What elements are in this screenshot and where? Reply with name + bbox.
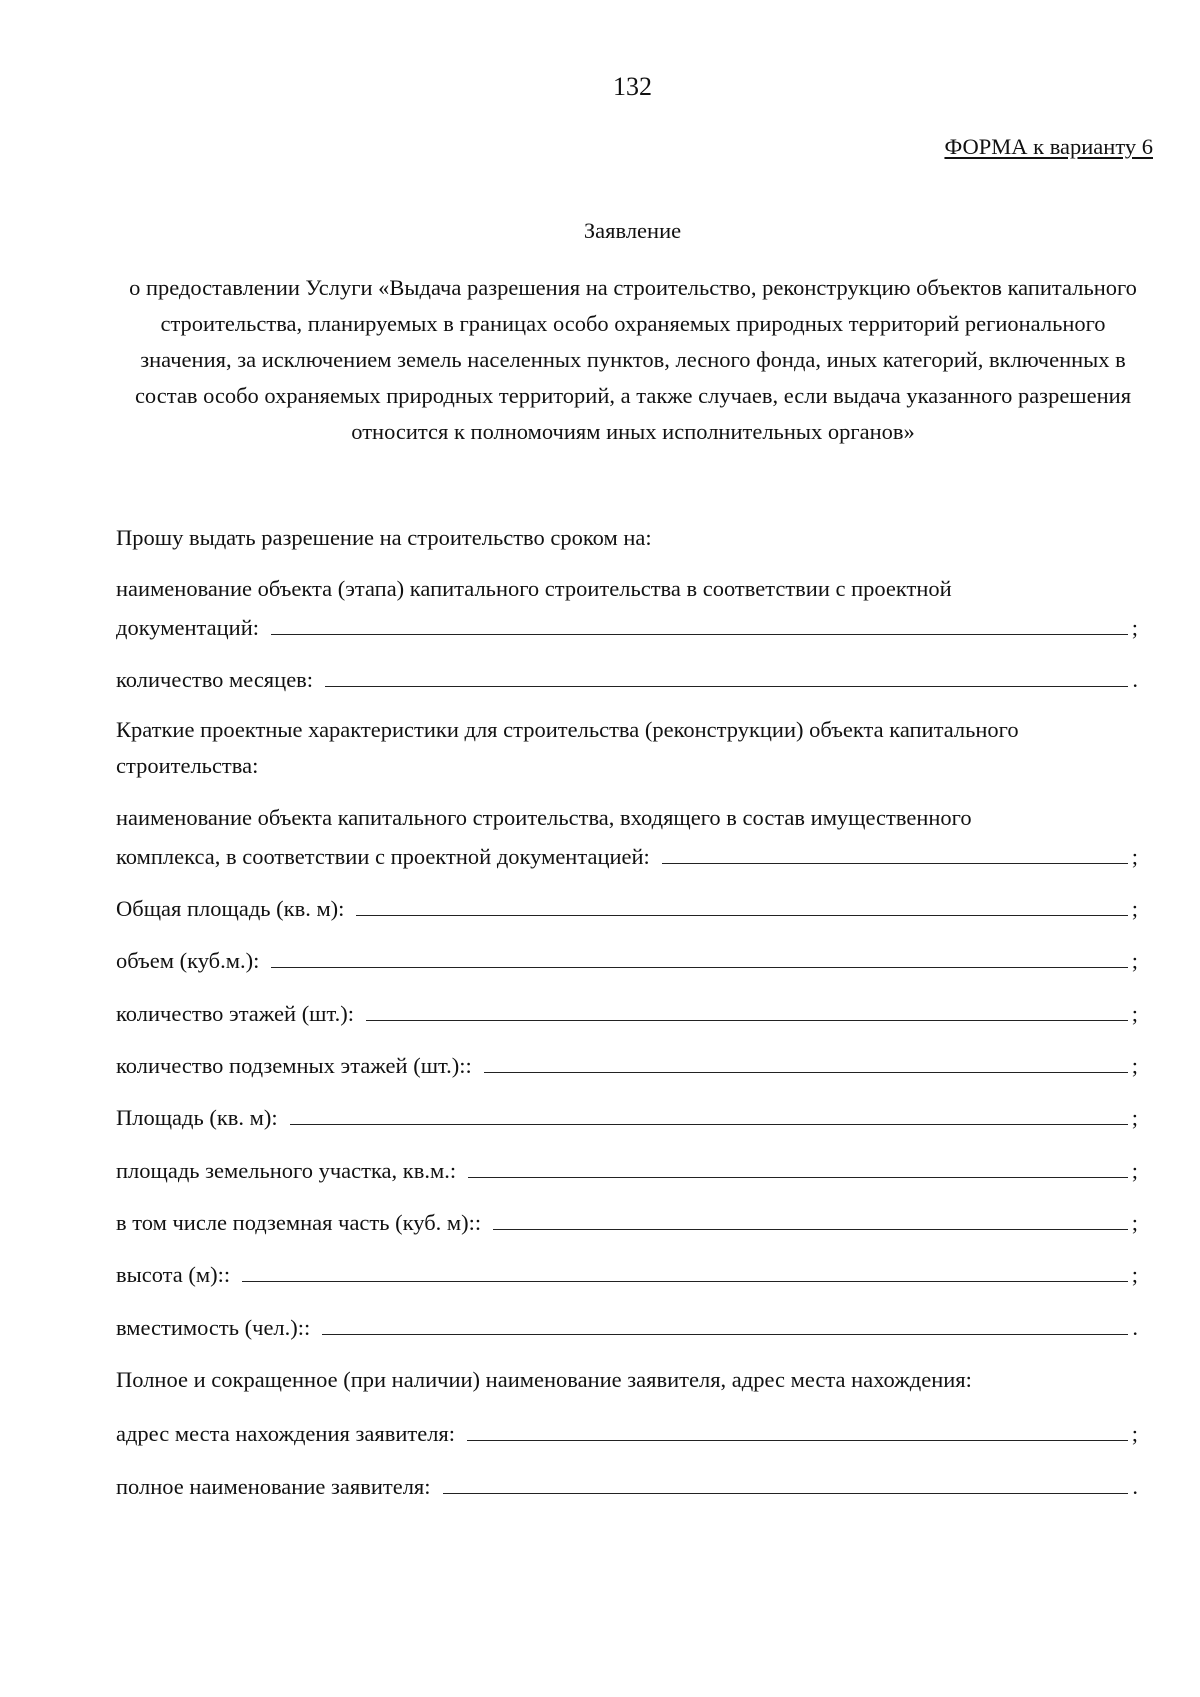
- total-area-label: Общая площадь (кв. м):: [116, 896, 345, 921]
- field-terminator: ;: [1131, 1158, 1138, 1183]
- document-title: Заявление: [583, 218, 682, 243]
- land-area-field: [116, 1150, 1138, 1186]
- applicant-name-label: полное наименование заявителя:: [116, 1474, 431, 1499]
- complex-object-field: [116, 800, 1138, 872]
- land-area-input-line[interactable]: [468, 1176, 1128, 1178]
- underground-floors-label: количество подземных этажей (шт.)::: [116, 1053, 472, 1078]
- underground-floors-field: [116, 1045, 1138, 1081]
- complex-object-label-line1: наименование объекта капитального строительства, входящего в состав имущественного: [116, 805, 972, 830]
- months-label: количество месяцев:: [116, 667, 314, 692]
- underground-part-label: в том числе подземная часть (куб. м)::: [116, 1210, 482, 1235]
- land-area-label: площадь земельного участка, кв.м.:: [116, 1158, 457, 1183]
- volume-input-line[interactable]: [271, 966, 1127, 968]
- characteristics-heading: Краткие проектные характеристики для строительства (реконструкции) объекта капитального строительства:: [116, 717, 1019, 778]
- height-label: высота (м)::: [116, 1262, 231, 1287]
- form-variant-label: ФОРМА к варианту 6: [944, 134, 1153, 159]
- underground-floors-input-line[interactable]: [484, 1071, 1128, 1073]
- object-name-label-line1: наименование объекта (этапа) капитального строительства в соответствии с проектной: [116, 576, 952, 601]
- field-terminator: ;: [1131, 1262, 1138, 1287]
- applicant-address-field: [116, 1413, 1138, 1449]
- total-area-input-line[interactable]: [356, 914, 1127, 916]
- volume-field: [116, 940, 1138, 976]
- field-terminator: ;: [1131, 844, 1138, 869]
- floors-input-line[interactable]: [366, 1019, 1128, 1021]
- field-terminator: ;: [1131, 1421, 1138, 1446]
- object-name-label: документаций:: [116, 615, 259, 640]
- months-input-line[interactable]: [325, 685, 1128, 687]
- capacity-input-line[interactable]: [322, 1333, 1128, 1335]
- field-terminator: ;: [1131, 615, 1138, 640]
- field-terminator: .: [1132, 1474, 1138, 1499]
- document-subtitle: о предоставлении Услуги «Выдача разрешения на строительство, реконструкцию объектов капитального строительства, планируемых в границах особо охраняемых природных территорий регионального значения, за исключением земель населенных пунктов, лесного фонда, иных категорий, включенных в состав особо охраняемых природных территорий, а также случаев, если выдача указанного разрешения относится к полномочиям иных исполнительных органов»: [129, 275, 1137, 444]
- field-terminator: .: [1132, 1315, 1138, 1340]
- field-terminator: .: [1132, 667, 1138, 692]
- height-input-line[interactable]: [242, 1280, 1128, 1282]
- underground-part-input-line[interactable]: [493, 1228, 1128, 1230]
- underground-part-field: [116, 1202, 1138, 1238]
- floors-field: [116, 993, 1138, 1029]
- field-terminator: ;: [1131, 1001, 1138, 1026]
- complex-object-label: комплекса, в соответствии с проектной документацией:: [116, 844, 650, 869]
- applicant-name-field: [116, 1466, 1138, 1502]
- applicant-address-label: адрес места нахождения заявителя:: [116, 1421, 456, 1446]
- applicant-name-input-line[interactable]: [443, 1492, 1129, 1494]
- height-field: [116, 1254, 1138, 1290]
- area-field: [116, 1097, 1138, 1133]
- field-terminator: ;: [1131, 1210, 1138, 1235]
- field-terminator: ;: [1131, 1053, 1138, 1078]
- request-intro: Прошу выдать разрешение на строительство сроком на:: [116, 525, 652, 550]
- applicant-address-input-line[interactable]: [467, 1439, 1128, 1441]
- floors-label: количество этажей (шт.):: [116, 1001, 355, 1026]
- complex-object-input-line[interactable]: [662, 862, 1128, 864]
- field-terminator: ;: [1131, 1105, 1138, 1130]
- months-field: [116, 659, 1138, 695]
- field-terminator: ;: [1131, 896, 1138, 921]
- object-name-field: [116, 571, 1138, 643]
- area-label: Площадь (кв. м):: [116, 1105, 278, 1130]
- total-area-field: [116, 888, 1138, 924]
- volume-label: объем (куб.м.):: [116, 948, 260, 973]
- field-terminator: ;: [1131, 948, 1138, 973]
- capacity-label: вместимость (чел.)::: [116, 1315, 311, 1340]
- applicant-heading: Полное и сокращенное (при наличии) наименование заявителя, адрес места нахождения:: [116, 1367, 972, 1392]
- object-name-input-line[interactable]: [271, 633, 1128, 635]
- capacity-field: [116, 1307, 1138, 1343]
- page-number: 132: [613, 72, 652, 101]
- area-input-line[interactable]: [290, 1123, 1128, 1125]
